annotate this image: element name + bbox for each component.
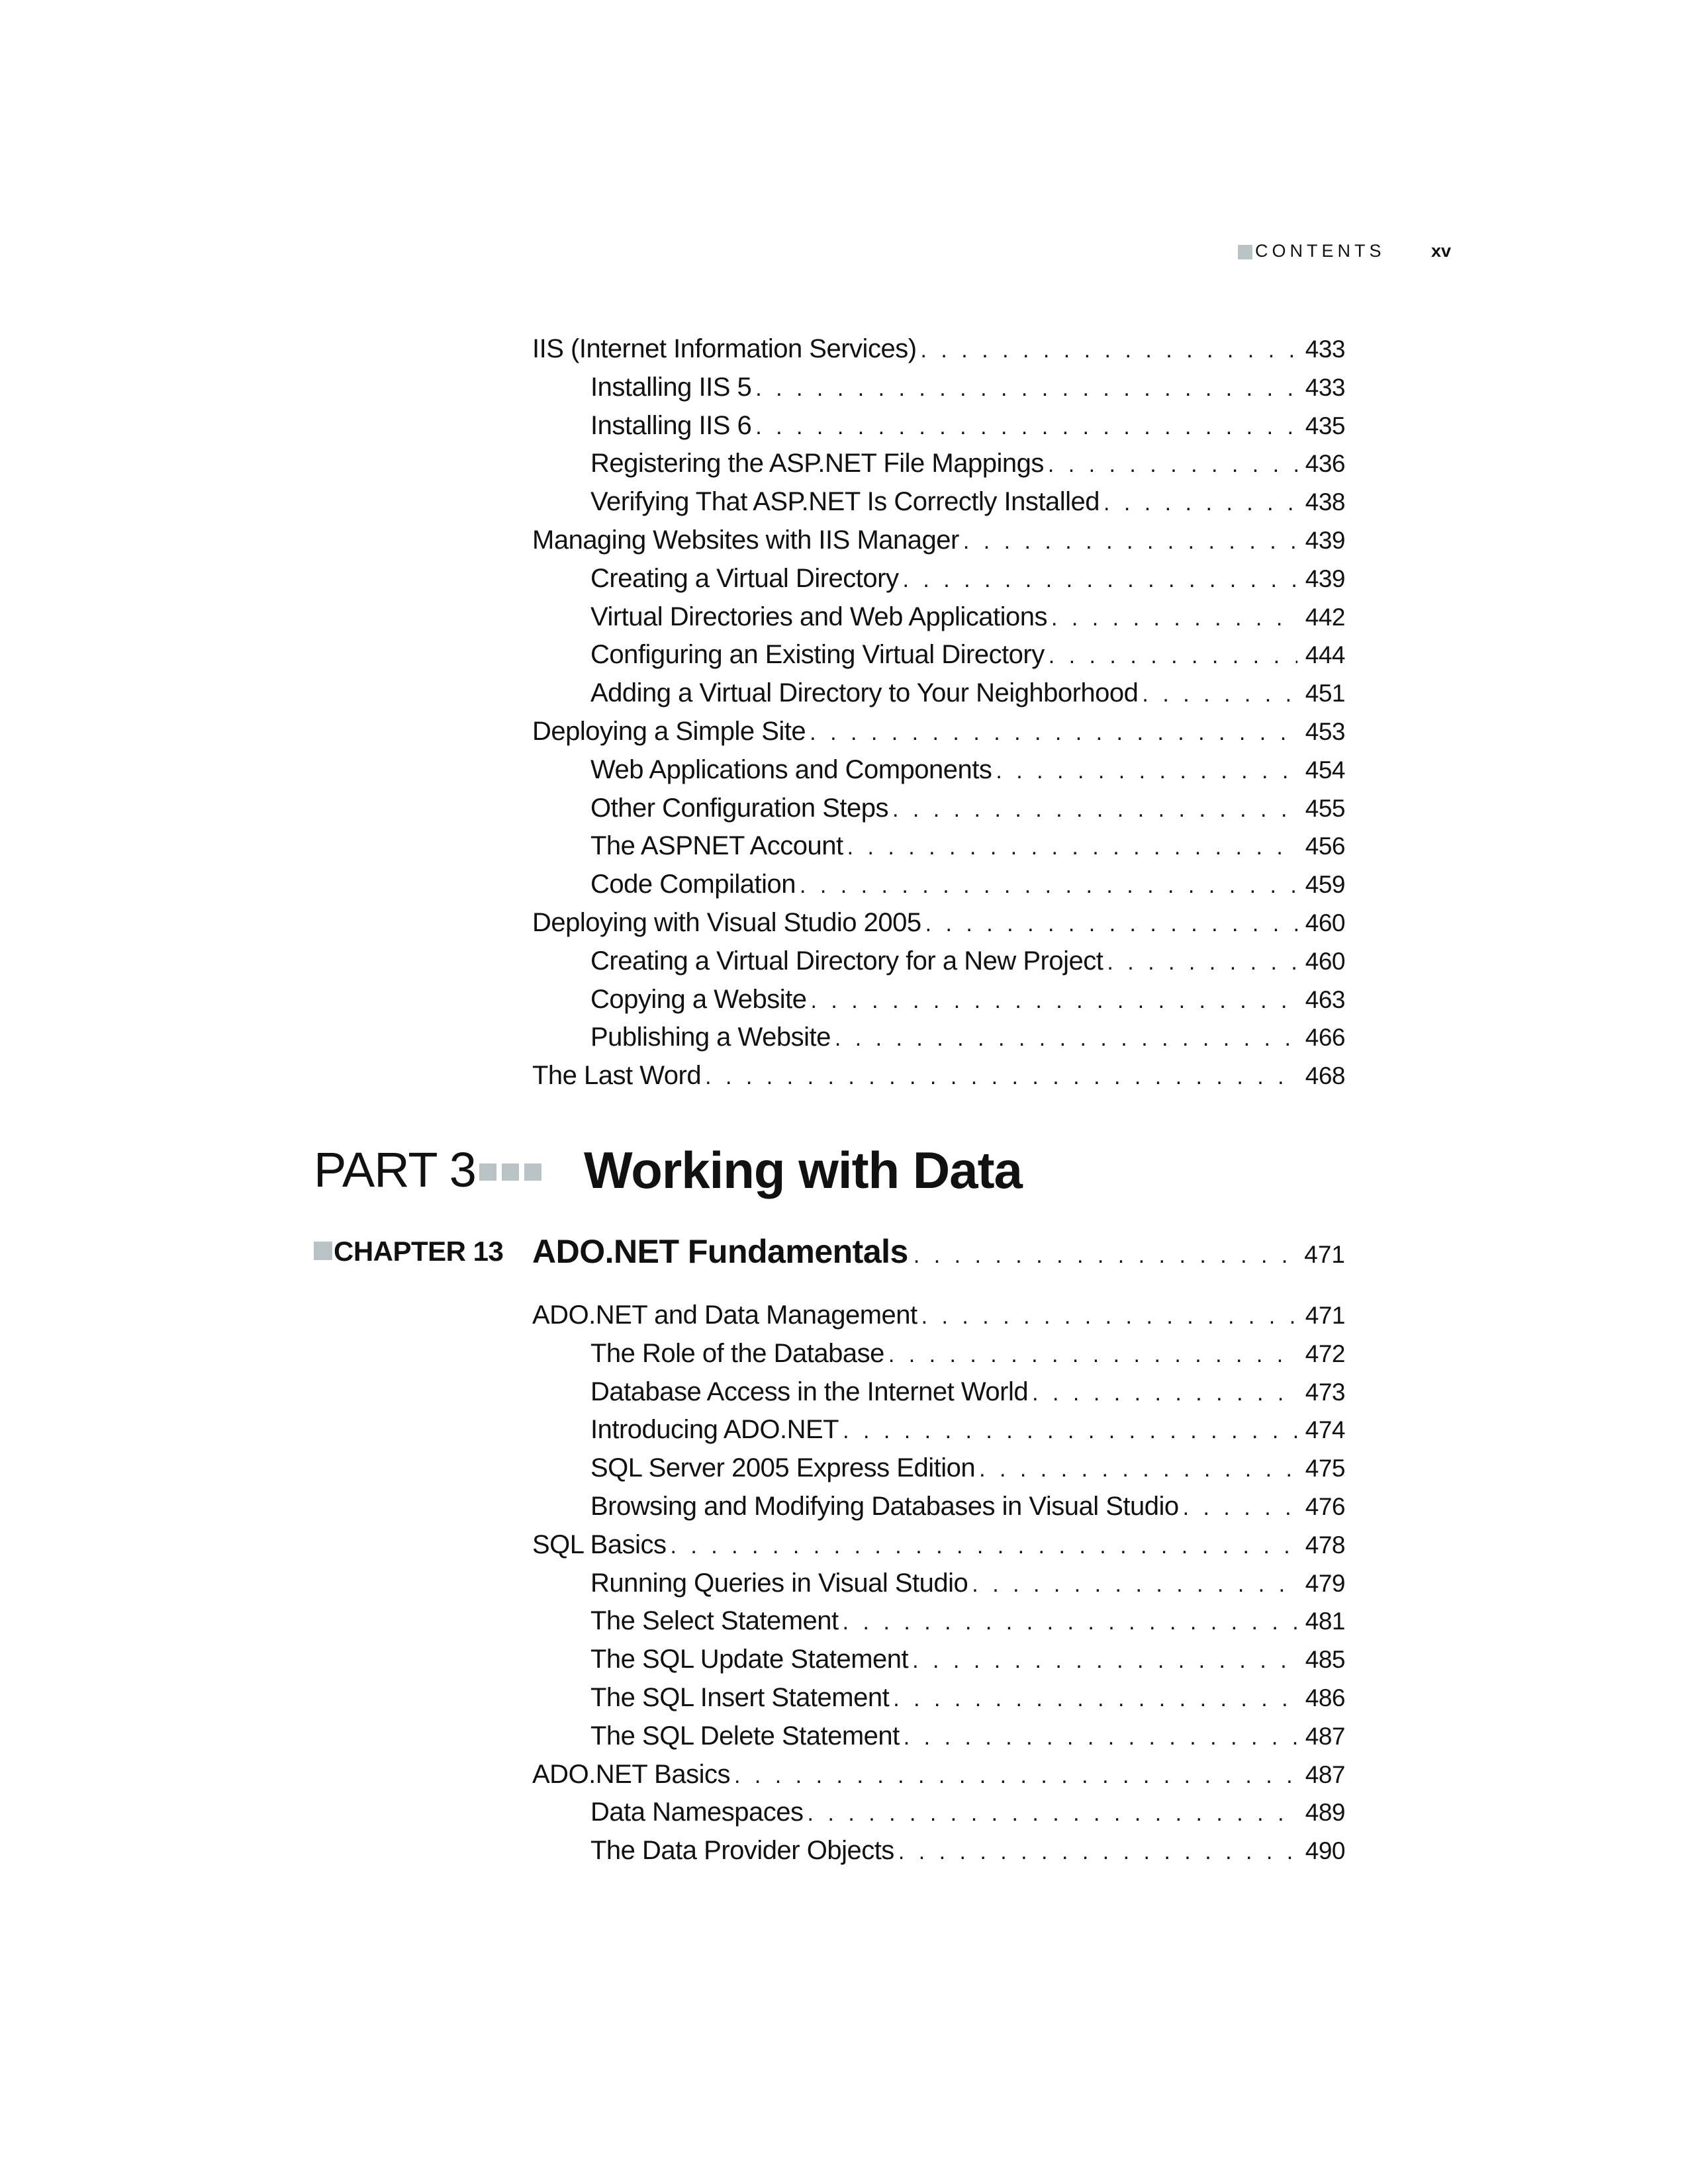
toc-entry-page: 433 bbox=[1305, 336, 1345, 363]
toc-entry[interactable] bbox=[590, 980, 1345, 1019]
toc-entry[interactable] bbox=[590, 942, 1345, 980]
chapter-marker-icon bbox=[314, 1242, 332, 1260]
toc-entry-title: Code Compilation bbox=[590, 870, 796, 899]
toc-entry[interactable] bbox=[590, 1564, 1345, 1602]
leader-dots bbox=[835, 1019, 1297, 1058]
toc-entry[interactable] bbox=[590, 1717, 1345, 1755]
leader-dots bbox=[921, 331, 1297, 369]
toc-entry-page: 439 bbox=[1305, 527, 1345, 554]
running-header bbox=[1238, 240, 1456, 266]
toc-entry[interactable] bbox=[590, 1793, 1345, 1831]
toc-entry-page: 466 bbox=[1305, 1024, 1345, 1052]
toc-entry[interactable] bbox=[590, 1449, 1345, 1487]
leader-dots bbox=[888, 1336, 1297, 1374]
toc-entry-page: 460 bbox=[1305, 947, 1345, 975]
toc-entry-title: The Select Statement bbox=[590, 1606, 839, 1636]
leader-dots bbox=[800, 866, 1297, 905]
toc-entry-page: 472 bbox=[1305, 1340, 1345, 1367]
leader-dots bbox=[755, 408, 1297, 446]
toc-entry-title: The Role of the Database bbox=[590, 1338, 884, 1368]
leader-dots bbox=[914, 1232, 1297, 1279]
page-number: xv bbox=[1431, 241, 1452, 261]
toc-entry-title: The Data Provider Objects bbox=[590, 1836, 894, 1866]
toc-entry-title: SQL Server 2005 Express Edition bbox=[590, 1453, 976, 1483]
toc-entry-page: 479 bbox=[1305, 1569, 1345, 1597]
toc-entry[interactable] bbox=[532, 1296, 1345, 1334]
toc-entry-title: The SQL Delete Statement bbox=[590, 1721, 900, 1751]
toc-entry-page: 454 bbox=[1305, 756, 1345, 784]
leader-dots bbox=[996, 752, 1297, 790]
leader-dots bbox=[912, 1641, 1297, 1680]
part-label: PART 3 bbox=[314, 1142, 476, 1197]
toc-entry-page: 468 bbox=[1305, 1062, 1345, 1090]
toc-entry-page: 481 bbox=[1305, 1608, 1345, 1635]
toc-entry-title: Deploying with Visual Studio 2005 bbox=[532, 908, 921, 937]
toc-entry[interactable] bbox=[590, 368, 1345, 406]
toc-entry-title: ADO.NET Basics bbox=[532, 1759, 730, 1789]
toc-entry-page: 438 bbox=[1305, 488, 1345, 516]
toc-entry[interactable] bbox=[532, 903, 1345, 942]
toc-entry[interactable] bbox=[532, 330, 1345, 368]
leader-dots bbox=[1051, 599, 1297, 637]
toc-entry[interactable] bbox=[532, 712, 1345, 751]
section-label: CONTENTS bbox=[1255, 241, 1385, 261]
toc-entry-page: 476 bbox=[1305, 1493, 1345, 1520]
toc-entry-page: 444 bbox=[1305, 641, 1345, 669]
leader-dots bbox=[1103, 484, 1297, 522]
toc-entry-page: 439 bbox=[1305, 565, 1345, 592]
toc-entry-page: 433 bbox=[1305, 373, 1345, 401]
toc-entry[interactable] bbox=[590, 1487, 1345, 1525]
toc-entry-page: 487 bbox=[1305, 1760, 1345, 1788]
toc-entry-page: 475 bbox=[1305, 1455, 1345, 1482]
toc-entry-title: Managing Websites with IIS Manager bbox=[532, 525, 959, 555]
toc-entry-title: Adding a Virtual Directory to Your Neighborhood bbox=[590, 678, 1139, 708]
toc-entry-page: 487 bbox=[1305, 1722, 1345, 1750]
toc-entry-title: The ASPNET Account bbox=[590, 831, 843, 861]
toc-entry-page: 435 bbox=[1305, 412, 1345, 439]
toc-entry-title: SQL Basics bbox=[532, 1529, 667, 1559]
toc-entry[interactable] bbox=[590, 865, 1345, 903]
toc-entry-title: Configuring an Existing Virtual Directory bbox=[590, 640, 1045, 670]
toc-entry[interactable] bbox=[590, 1640, 1345, 1678]
toc-entry-page: 485 bbox=[1305, 1646, 1345, 1674]
toc-entry[interactable] bbox=[590, 1373, 1345, 1411]
toc-entry-title: The SQL Update Statement bbox=[590, 1645, 909, 1674]
toc-entry-page: 436 bbox=[1305, 450, 1345, 478]
part-heading bbox=[314, 1137, 1373, 1203]
leader-dots bbox=[811, 981, 1298, 1020]
toc-entry-title: Installing IIS 6 bbox=[590, 410, 752, 440]
toc-entry-title: Creating a Virtual Directory for a New Project bbox=[590, 946, 1103, 976]
leader-dots bbox=[1107, 943, 1297, 981]
toc-entry-page: 474 bbox=[1305, 1416, 1345, 1444]
leader-dots bbox=[1032, 1374, 1297, 1412]
leader-dots bbox=[963, 522, 1297, 561]
part-title: Working with Data bbox=[584, 1141, 1022, 1199]
toc-entry[interactable] bbox=[532, 521, 1345, 559]
toc-entry[interactable] bbox=[590, 1410, 1345, 1449]
leader-dots bbox=[892, 790, 1297, 829]
toc-entry[interactable] bbox=[590, 1831, 1345, 1870]
toc-entry-title: IIS (Internet Information Services) bbox=[532, 334, 917, 363]
leader-dots bbox=[1183, 1488, 1297, 1527]
leader-dots bbox=[1049, 637, 1297, 675]
leader-dots bbox=[843, 1603, 1297, 1641]
leader-dots bbox=[902, 561, 1297, 599]
toc-entry[interactable] bbox=[590, 789, 1345, 827]
toc-entry-title: Browsing and Modifying Databases in Visual Studio bbox=[590, 1492, 1179, 1521]
leader-dots bbox=[893, 1680, 1297, 1718]
toc-entry-title: Deploying a Simple Site bbox=[532, 717, 806, 746]
leader-dots bbox=[898, 1833, 1297, 1871]
toc-entry[interactable] bbox=[590, 827, 1345, 865]
toc-entry-title: Registering the ASP.NET File Mappings bbox=[590, 449, 1044, 478]
leader-dots bbox=[734, 1756, 1297, 1795]
leader-dots bbox=[979, 1450, 1297, 1488]
toc-entry-page: 455 bbox=[1305, 794, 1345, 822]
toc-entry[interactable] bbox=[532, 1056, 1345, 1095]
toc-entry-page: 451 bbox=[1305, 680, 1345, 707]
toc-entry-title: Virtual Directories and Web Applications bbox=[590, 602, 1047, 631]
toc-entry-title: Other Configuration Steps bbox=[590, 793, 888, 823]
toc-entry[interactable] bbox=[590, 482, 1345, 521]
chapter-entry[interactable] bbox=[532, 1228, 1345, 1279]
toc-entry-title: Verifying That ASP.NET Is Correctly Installed bbox=[590, 487, 1100, 517]
leader-dots bbox=[670, 1527, 1297, 1565]
part-bullets-icon bbox=[479, 1163, 541, 1181]
chapter-heading bbox=[314, 1228, 1346, 1275]
leader-dots bbox=[921, 1297, 1297, 1336]
leader-dots bbox=[705, 1058, 1297, 1096]
toc-entry[interactable] bbox=[590, 674, 1345, 712]
toc-entry-page: 456 bbox=[1305, 833, 1345, 860]
toc-entry-title: Data Namespaces bbox=[590, 1797, 804, 1827]
chapter-label: CHAPTER 13 bbox=[334, 1236, 504, 1267]
toc-entry[interactable] bbox=[532, 1755, 1345, 1794]
toc-entry-title: Creating a Virtual Directory bbox=[590, 563, 899, 593]
toc-entry-page: 473 bbox=[1305, 1378, 1345, 1406]
toc-entry-page: 486 bbox=[1305, 1684, 1345, 1711]
leader-dots bbox=[808, 1794, 1297, 1833]
leader-dots bbox=[1048, 445, 1297, 484]
chapter-title: ADO.NET Fundamentals bbox=[532, 1233, 908, 1270]
toc-entry-page: 471 bbox=[1305, 1302, 1345, 1329]
toc-entry[interactable] bbox=[590, 444, 1345, 482]
toc-entry[interactable] bbox=[590, 559, 1345, 598]
toc-entry[interactable] bbox=[532, 1525, 1345, 1564]
leader-dots bbox=[755, 369, 1297, 408]
chapter-page: 471 bbox=[1304, 1241, 1345, 1268]
toc-entry-title: Copying a Website bbox=[590, 984, 807, 1014]
toc-entry-title: Publishing a Website bbox=[590, 1023, 831, 1052]
toc-entry-page: 442 bbox=[1305, 603, 1345, 631]
toc-entry-title: Web Applications and Components bbox=[590, 754, 992, 784]
toc-entry-page: 459 bbox=[1305, 871, 1345, 899]
toc-entry[interactable] bbox=[590, 1602, 1345, 1640]
toc-entry-page: 478 bbox=[1305, 1531, 1345, 1559]
leader-dots bbox=[843, 1412, 1297, 1450]
toc-entry[interactable] bbox=[590, 1018, 1345, 1056]
toc-entry-title: Running Queries in Visual Studio bbox=[590, 1568, 968, 1598]
toc-entry[interactable] bbox=[590, 598, 1345, 636]
toc-entry[interactable] bbox=[590, 1678, 1345, 1717]
leader-dots bbox=[904, 1718, 1297, 1756]
leader-dots bbox=[810, 713, 1297, 752]
toc-entry-title: Introducing ADO.NET bbox=[590, 1415, 839, 1445]
toc-entry-title: Database Access in the Internet World bbox=[590, 1377, 1029, 1406]
toc-entry[interactable] bbox=[590, 751, 1345, 789]
toc-entry[interactable] bbox=[590, 1334, 1345, 1373]
toc-entry-page: 453 bbox=[1305, 718, 1345, 745]
toc-entry-page: 460 bbox=[1305, 909, 1345, 936]
toc-entry[interactable] bbox=[590, 406, 1345, 445]
section-marker-icon bbox=[1238, 245, 1252, 259]
leader-dots bbox=[1142, 675, 1297, 713]
toc-entry-page: 490 bbox=[1305, 1837, 1345, 1865]
toc-entry-title: The Last Word bbox=[532, 1061, 702, 1091]
leader-dots bbox=[972, 1565, 1297, 1604]
toc-entry-title: The SQL Insert Statement bbox=[590, 1683, 890, 1712]
toc-entry-page: 489 bbox=[1305, 1799, 1345, 1827]
toc-entry-title: ADO.NET and Data Management bbox=[532, 1300, 917, 1330]
leader-dots bbox=[925, 905, 1297, 943]
leader-dots bbox=[847, 828, 1297, 866]
toc-entry[interactable] bbox=[590, 635, 1345, 674]
toc-entry-title: Installing IIS 5 bbox=[590, 372, 752, 402]
toc-entry-page: 463 bbox=[1305, 985, 1345, 1013]
